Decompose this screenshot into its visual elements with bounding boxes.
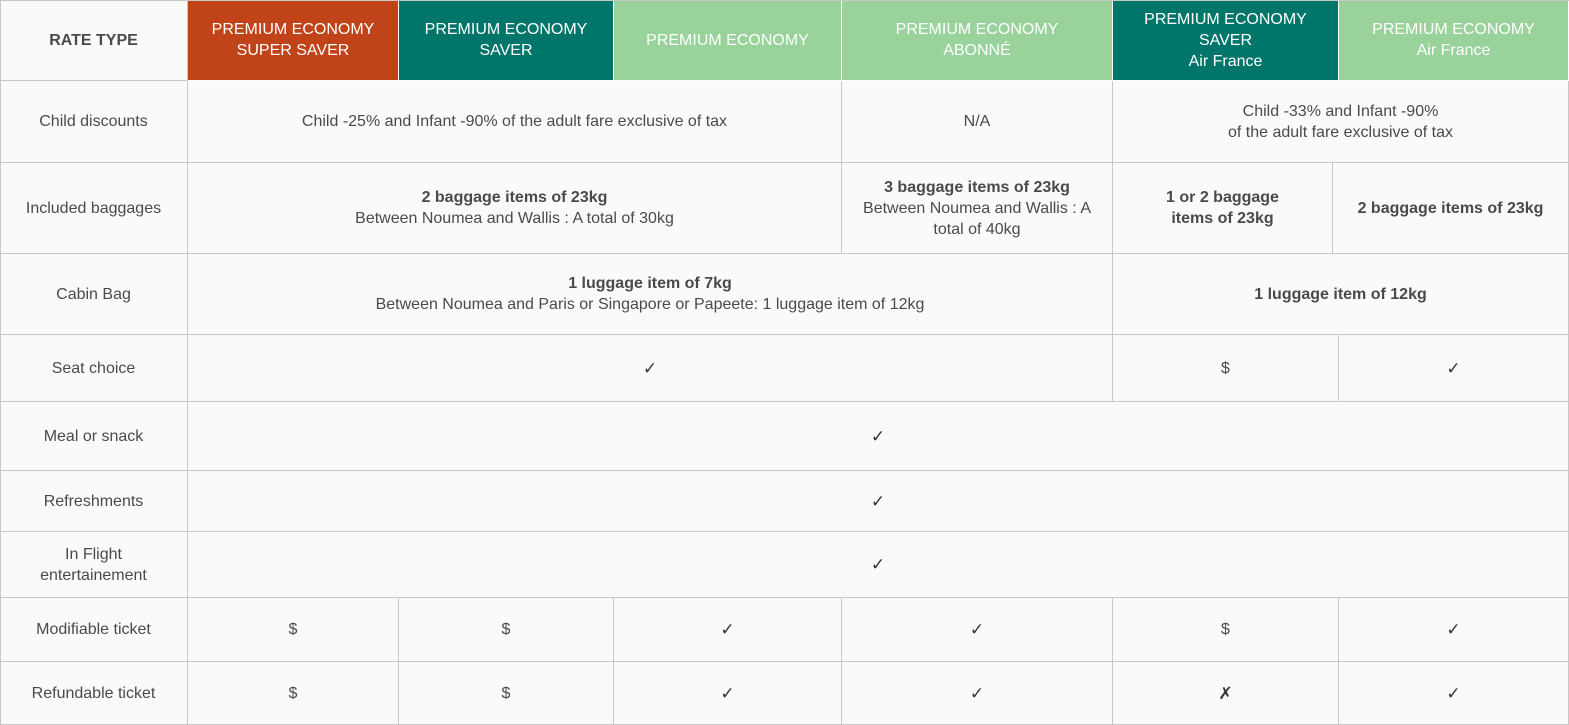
- dollar-icon: $: [1113, 335, 1339, 402]
- column-header-saver: [399, 0, 614, 81]
- baggage-value-a: [188, 163, 842, 254]
- child-discount-na: N/A: [842, 81, 1113, 163]
- child-discount-air-france: [1113, 81, 1569, 163]
- dollar-icon: $: [188, 598, 399, 662]
- row-label-in-flight-entertainment: [0, 532, 188, 598]
- column-header-saver-air-france: [1113, 0, 1339, 81]
- text-line: Between Noumea and Paris or Singapore or Papeete: 1 luggage item of 12kg: [375, 296, 925, 313]
- col-line1: PREMIUM ECONOMY: [646, 31, 809, 49]
- bold-line: 2 baggage items of 23kg: [421, 189, 608, 206]
- dollar-icon: $: [399, 598, 614, 662]
- bold-line: 1 luggage item of 7kg: [568, 275, 732, 292]
- text-line: Between Noumea and Wallis : A total of 30kg: [355, 210, 674, 227]
- row-label-cabin-bag: Cabin Bag: [0, 254, 188, 335]
- text-line: total of 40kg: [933, 220, 1021, 238]
- cabin-value-b: [1113, 254, 1569, 335]
- text-line: entertainement: [40, 566, 147, 584]
- column-header-air-france: [1339, 0, 1569, 81]
- row-label-included-baggages: Included baggages: [0, 163, 188, 254]
- col-line2: Air France: [1416, 42, 1491, 59]
- row-label-meal: Meal or snack: [0, 402, 188, 471]
- check-icon: ✓: [188, 402, 1569, 471]
- text-line: In Flight: [65, 545, 122, 563]
- text-line: Between Noumea and Wallis : A: [863, 199, 1091, 217]
- dollar-icon: $: [188, 662, 399, 725]
- row-label-refundable-ticket: Refundable ticket: [0, 662, 188, 725]
- column-header-super-saver: [188, 0, 399, 81]
- text-line: Child -33% and Infant -90%: [1242, 102, 1439, 120]
- rate-type-header: RATE TYPE: [0, 0, 188, 81]
- column-header-premium-economy: [614, 0, 842, 81]
- baggage-value-b: [842, 163, 1113, 254]
- dollar-icon: $: [399, 662, 614, 725]
- column-header-abonne: [842, 0, 1113, 81]
- text-line: of the adult fare exclusive of tax: [1227, 123, 1453, 141]
- col-line2: Air France: [1188, 52, 1263, 70]
- baggage-value-d: [1333, 163, 1569, 254]
- col-line1: PREMIUM ECONOMY SAVER: [1144, 10, 1307, 49]
- check-icon: ✓: [188, 335, 1113, 402]
- row-label-child-discounts: Child discounts: [0, 81, 188, 163]
- check-icon: ✓: [188, 471, 1569, 532]
- dollar-icon: $: [1113, 598, 1339, 662]
- child-discount-value: Child -25% and Infant -90% of the adult fare exclusive of tax: [188, 81, 842, 163]
- col-line2: SAVER: [479, 42, 533, 59]
- col-line1: PREMIUM ECONOMY: [424, 21, 588, 38]
- row-label-seat-choice: Seat choice: [0, 335, 188, 402]
- bold-line: 3 baggage items of 23kg: [884, 178, 1070, 196]
- bold-line: items of 23kg: [1171, 210, 1274, 227]
- check-icon: ✓: [614, 598, 842, 662]
- col-line2: SUPER SAVER: [236, 42, 350, 59]
- check-icon: ✓: [614, 662, 842, 725]
- check-icon: ✓: [1339, 598, 1569, 662]
- cross-icon: ✗: [1113, 662, 1339, 725]
- check-icon: ✓: [842, 662, 1113, 725]
- check-icon: ✓: [1339, 662, 1569, 725]
- baggage-value-c: [1113, 163, 1333, 254]
- bold-line: 1 luggage item of 12kg: [1254, 285, 1427, 303]
- col-line1: PREMIUM ECONOMY: [211, 21, 375, 38]
- check-icon: ✓: [1339, 335, 1569, 402]
- col-line2: ABONNÉ: [943, 42, 1011, 59]
- row-label-refreshments: Refreshments: [0, 471, 188, 532]
- check-icon: ✓: [842, 598, 1113, 662]
- row-label-modifiable-ticket: Modifiable ticket: [0, 598, 188, 662]
- check-icon: ✓: [188, 532, 1569, 598]
- col-line1: PREMIUM ECONOMY: [895, 21, 1059, 38]
- bold-line: 2 baggage items of 23kg: [1357, 199, 1544, 217]
- cabin-value-a: [188, 254, 1113, 335]
- bold-line: 1 or 2 baggage: [1166, 189, 1279, 206]
- col-line1: PREMIUM ECONOMY: [1372, 21, 1535, 38]
